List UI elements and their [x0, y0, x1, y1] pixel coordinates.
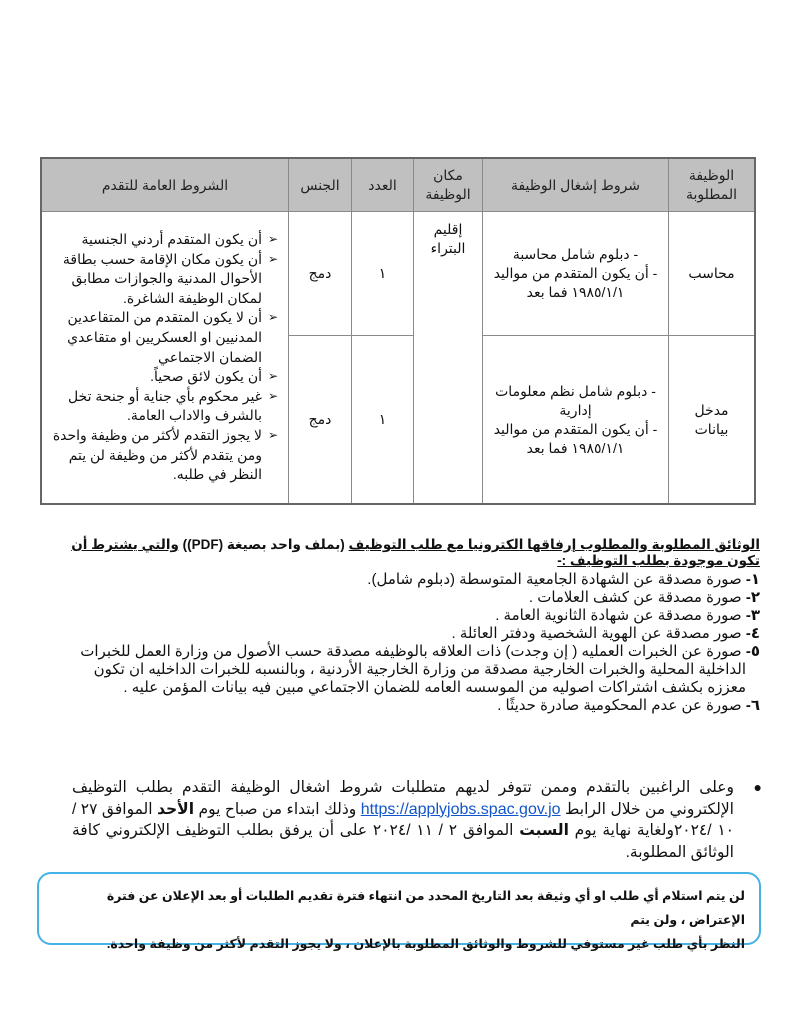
list-item [70, 625, 760, 643]
jobs-table [40, 157, 756, 505]
item-text: صورة عن الخبرات العمليه ( إن وجدت) ذات العلاقه بالوظيفه مصدقة حسب الأصول من وزارة العمل للخبرات الداخلية المحلية والخبرات الخارجية مصدقة من وزارة الخارجية الأردنية ، وبالنسبه للخبرات الداخليه ان تكون معززه بكشف اشتراكات اصوليه من الموسسه العامه للضمان الاجتماعي مبين فيه بيانات المؤمن عليه . [80, 643, 746, 696]
list-item [46, 367, 278, 387]
arrow-bullet-icon: ➢ [267, 251, 278, 266]
end-day: السبت [519, 822, 569, 839]
heading-part: (بملف واحد بصيغة (PDF)) [178, 537, 349, 552]
condition-line: - أن يكون المتقدم من مواليد ١٩٨٥/١/١ فما بعد [493, 420, 658, 456]
item-number: ٢- [745, 589, 760, 606]
count-cell: ١ [352, 212, 414, 336]
header-place: مكان الوظيفة [414, 158, 483, 212]
list-item [46, 250, 278, 309]
notice-text: الموافق ٢ / ١١ /٢٠٢٤ على أن يرفق بطلب التوظيف الإلكتروني كافة الوثائق المطلوبة. [72, 822, 734, 861]
header-gender: الجنس [289, 158, 352, 212]
arrow-bullet-icon: ➢ [267, 388, 278, 403]
documents-heading [70, 537, 760, 569]
item-text: صورة مصدقة عن كشف العلامات . [528, 589, 746, 606]
job-place-cell [414, 212, 483, 505]
item-number: ٣- [745, 607, 760, 624]
place-text: إقليم البتراء [430, 221, 466, 256]
list-item [46, 426, 278, 485]
bullet-icon: ● [753, 779, 762, 795]
count-cell: ١ [352, 336, 414, 505]
list-item [70, 643, 760, 697]
notice-text: وعلى الراغبين بالتقدم وممن تتوفر لديهم متطلبات شروط اشغال الوظيفة التقدم بطلب التوظيف الإلكتروني من خلال الرابط [72, 779, 734, 818]
list-item [70, 607, 760, 625]
heading-part: الوثائق المطلوبة والمطلوب إرفاقها الكترونيا مع طلب التوظيف [348, 537, 760, 552]
apply-link[interactable]: https://applyjobs.spac.gov.jo [360, 800, 561, 818]
required-documents-section [70, 537, 760, 715]
arrow-bullet-icon: ➢ [267, 427, 278, 442]
gender-cell: دمج [289, 212, 352, 336]
list-item [46, 308, 278, 367]
start-day: الأحد [157, 800, 195, 818]
notice-text: الموافق ٢٧ / ١٠ /٢٠٢٤ولغاية نهاية يوم [72, 800, 734, 839]
callout-line: النظر بأي طلب غير مستوفي للشروط والوثائق المطلوبة بالإعلان ، ولا يجوز التقدم لأكثر من وظيفة واحدة. [106, 937, 745, 951]
arrow-bullet-icon: ➢ [267, 369, 278, 384]
list-item [70, 571, 760, 589]
application-notice [72, 777, 762, 863]
condition-line: - دبلوم شامل محاسبة [512, 246, 639, 262]
list-item [46, 387, 278, 426]
job-conditions-cell [483, 336, 669, 505]
condition-text: أن يكون لائق صحياً. [150, 368, 262, 385]
general-conditions-list [46, 230, 282, 485]
item-text: صورة مصدقة عن شهادة الثانوية العامة . [495, 607, 746, 624]
item-text: صور مصدقة عن الهوية الشخصية ودفتر العائلة . [451, 625, 746, 642]
job-title-text: مدخل بيانات [694, 401, 729, 437]
list-item [70, 589, 760, 607]
general-conditions-cell [41, 212, 289, 505]
gender-cell: دمج [289, 336, 352, 505]
arrow-bullet-icon: ➢ [267, 310, 278, 325]
list-item [70, 697, 760, 715]
item-number: ٥- [745, 643, 760, 660]
condition-text: أن يكون المتقدم أردني الجنسية [81, 231, 262, 247]
condition-line: - أن يكون المتقدم من مواليد ١٩٨٥/١/١ فما بعد [493, 265, 658, 300]
item-text: صورة عن عدم المحكومية صادرة حديثًا . [497, 697, 746, 714]
condition-text: أن لا يكون المتقدم من المتقاعدين المدنيين او العسكريين او متقاعدي الضمان الاجتماعي [67, 309, 262, 365]
documents-list [70, 571, 760, 715]
job-title-cell: محاسب [669, 212, 756, 336]
item-number: ٦- [745, 697, 760, 714]
job-conditions-cell [483, 212, 669, 336]
header-general-conditions: الشروط العامة للتقدم [41, 158, 289, 212]
arrow-bullet-icon: ➢ [267, 232, 278, 246]
list-item [46, 230, 278, 250]
condition-text: أن يكون مكان الإقامة حسب بطاقة الأحوال المدنية والجوازات مطابق لمكان الوظيفة الشاغرة. [62, 250, 262, 306]
notice-text: وذلك ابتداء من صباح يوم [194, 800, 361, 818]
condition-text: لا يجوز التقدم لأكثر من وظيفة واحدة ومن يتقدم لأكثر من وظيفة لن يتم النظر في طلبه. [52, 426, 262, 483]
heading-part: والتي يشترط أن تكون موجودة بطلب التوظيف :- [71, 537, 760, 568]
header-conditions: شروط إشغال الوظيفة [483, 158, 669, 212]
item-number: ١- [745, 571, 760, 588]
warning-callout-box [37, 872, 761, 951]
callout-line: لن يتم استلام أي طلب او أي وثيقة بعد التاريخ المحدد من انتهاء فترة تقديم الطلبات أو بعد الإعلان عن فترة الإعتراض ، ولن يتم [106, 889, 745, 927]
header-count: العدد [352, 158, 414, 212]
item-number: ٤- [745, 625, 760, 642]
item-text: صورة مصدقة عن الشهادة الجامعية المتوسطة (دبلوم شامل). [367, 571, 746, 588]
header-job: الوظيفة المطلوبة [669, 158, 756, 212]
condition-text: غير محكوم بأي جناية أو جنحة تخل بالشرف والاداب العامة. [67, 387, 262, 424]
job-title-cell [669, 336, 756, 505]
condition-line: - دبلوم شامل نظم معلومات إدارية [495, 382, 656, 418]
table-row [41, 212, 755, 336]
table-header-row [41, 158, 755, 212]
